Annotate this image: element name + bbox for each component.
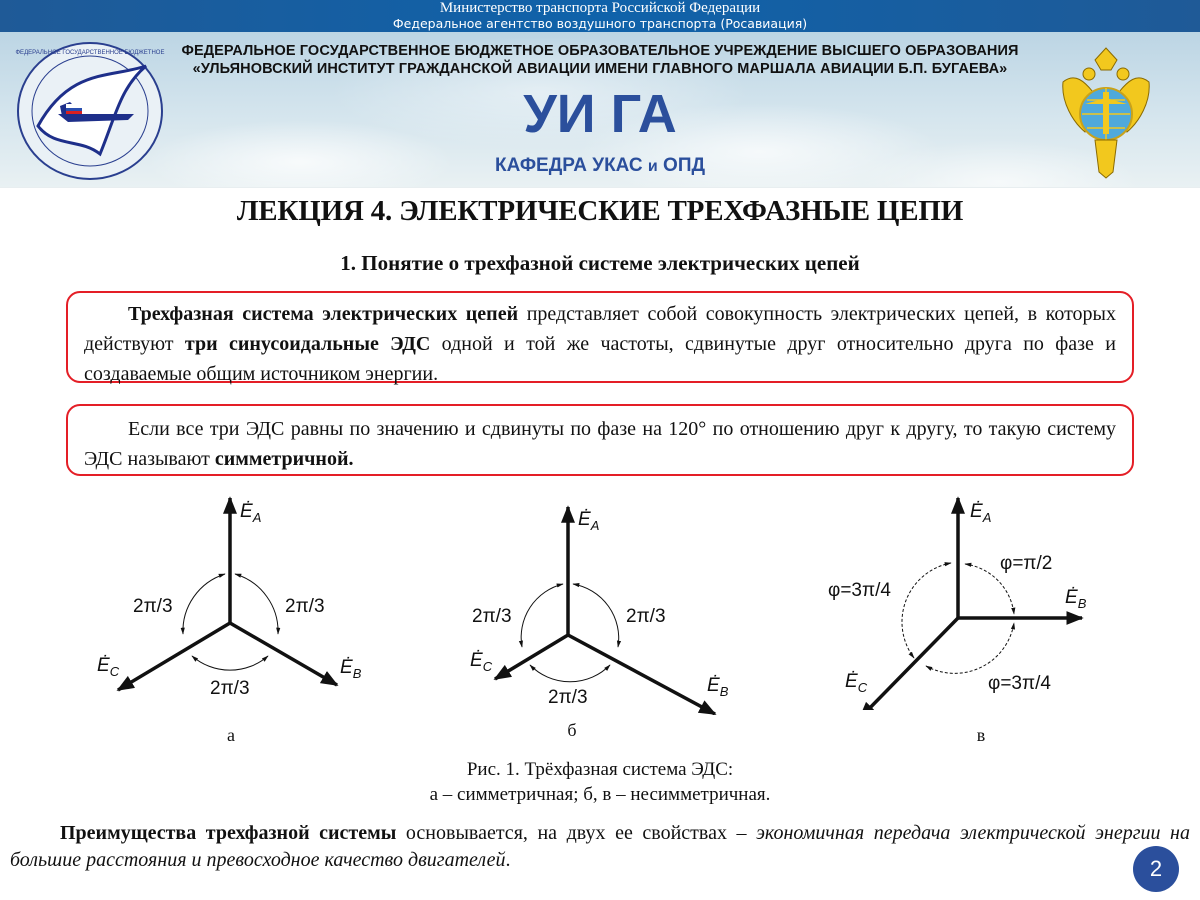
svg-text:ĖA: $Ė_A$ — [578, 509, 600, 533]
institute-header — [0, 32, 1200, 188]
svg-text:ĖA: $Ė_A$ — [240, 501, 262, 525]
definition-term: Трехфазная система электрических цепей — [128, 303, 519, 325]
advantages-end: . — [505, 849, 511, 871]
ministry-name: Министерство транспорта Российской Федерации — [439, 0, 761, 16]
svg-text:φ=3π/4: φ=3π/4 — [828, 580, 891, 601]
department-and: и — [647, 158, 658, 175]
lecture-title: ЛЕКЦИЯ 4. ЭЛЕКТРИЧЕСКИЕ ТРЕХФАЗНЫЕ ЦЕПИ — [236, 195, 964, 227]
figure-caption-legend: а – симметричная; б, в – несимметричная. — [429, 784, 771, 805]
svg-text:ĖC: $Ė_C$ — [470, 650, 493, 674]
svg-text:2π/3: 2π/3 — [285, 596, 325, 617]
phasor-diagram-v — [810, 490, 1110, 710]
svg-text:ĖB: $Ė_B$ — [1065, 587, 1087, 611]
symmetric-text — [84, 414, 1116, 474]
svg-text:ĖB: $Ė_B$ — [707, 675, 729, 699]
rosaviation-coat-of-arms-icon — [1055, 42, 1157, 182]
advantages-text: основывается, на двух ее свойствах – — [396, 822, 757, 844]
svg-text:2π/3: 2π/3 — [472, 606, 512, 627]
svg-text:φ=π/2: φ=π/2 — [1000, 553, 1053, 574]
phasor-diagram-a — [80, 490, 400, 710]
institution-name: «УЛЬЯНОВСКИЙ ИНСТИТУТ ГРАЖДАНСКОЙ АВИАЦИИ ИМЕНИ ГЛАВНОГО МАРШАЛА АВИАЦИИ Б.П. БУГАЕВА» — [192, 61, 1008, 77]
definition-box — [66, 291, 1134, 383]
svg-text:φ=3π/4: φ=3π/4 — [988, 673, 1051, 694]
svg-text:ĖC: $Ė_C$ — [97, 655, 120, 679]
brand-title: УИ ГА — [523, 84, 677, 144]
svg-text:2π/3: 2π/3 — [133, 596, 173, 617]
definition-text-part1: представляет собой совокупность электрических цепей, в которых действуют — [84, 303, 1116, 355]
symmetric-text-part1: Если все три ЭДС равны по значению и сдвинуты по фазе на 120° по отношению друг к другу, то такую систему ЭДС называют — [84, 418, 1116, 470]
definition-text — [84, 299, 1116, 389]
department-name — [0, 155, 1200, 177]
agency-name: Федеральное агентство воздушного транспорта (Росавиация) — [392, 16, 808, 31]
svg-text:2π/3: 2π/3 — [548, 687, 588, 708]
advantages-properties: экономичная передача электрической энергии на большие расстояния и превосходное качество двигателей — [10, 822, 1190, 871]
section-title: 1. Понятие о трехфазной системе электрических цепей — [340, 251, 860, 275]
svg-text:ФЕДЕРАЛЬНОЕ ГОСУДАРСТВЕННОЕ БЮ: ФЕДЕРАЛЬНОЕ ГОСУДАРСТВЕННОЕ БЮДЖЕТНОЕ — [15, 50, 165, 56]
diagram-a-label: а — [227, 725, 235, 745]
svg-text:ĖB: $Ė_B$ — [340, 657, 362, 681]
svg-text:ĖC: $Ė_C$ — [845, 671, 868, 695]
diagram-b-labels — [470, 509, 729, 708]
page-number-badge: 2 — [1133, 846, 1179, 892]
symmetric-term: симметричной. — [214, 448, 354, 470]
figure-caption-title: Рис. 1. Трёхфазная система ЭДС: — [466, 759, 734, 780]
diagram-v-label: в — [976, 725, 986, 745]
department-suffix: ОПД — [657, 155, 706, 176]
diagram-b-label: б — [567, 720, 577, 740]
svg-text:ĖA: $Ė_A$ — [970, 501, 992, 525]
definition-text-part2: одной и той же частоты, сдвинутые друг относительно друга по фазе и создаваемые общим источником энергии. — [84, 333, 1116, 385]
advantages-term: Преимущества трехфазной системы — [60, 822, 397, 844]
ministry-bar — [0, 0, 1200, 32]
institution-type: ФЕДЕРАЛЬНОЕ ГОСУДАРСТВЕННОЕ БЮДЖЕТНОЕ ОБРАЗОВАТЕЛЬНОЕ УЧРЕЖДЕНИЕ ВЫСШЕГО ОБРАЗОВАНИЯ — [181, 43, 1019, 59]
symmetric-system-box — [66, 404, 1134, 476]
advantages-paragraph — [10, 820, 1190, 874]
phasor-diagram-b — [430, 495, 760, 715]
department-prefix: КАФЕДРА УКАС — [494, 155, 648, 176]
svg-text:2π/3: 2π/3 — [210, 678, 250, 699]
svg-text:2π/3: 2π/3 — [626, 606, 666, 627]
definition-emf-term: три синусоидальные ЭДС — [184, 333, 431, 355]
